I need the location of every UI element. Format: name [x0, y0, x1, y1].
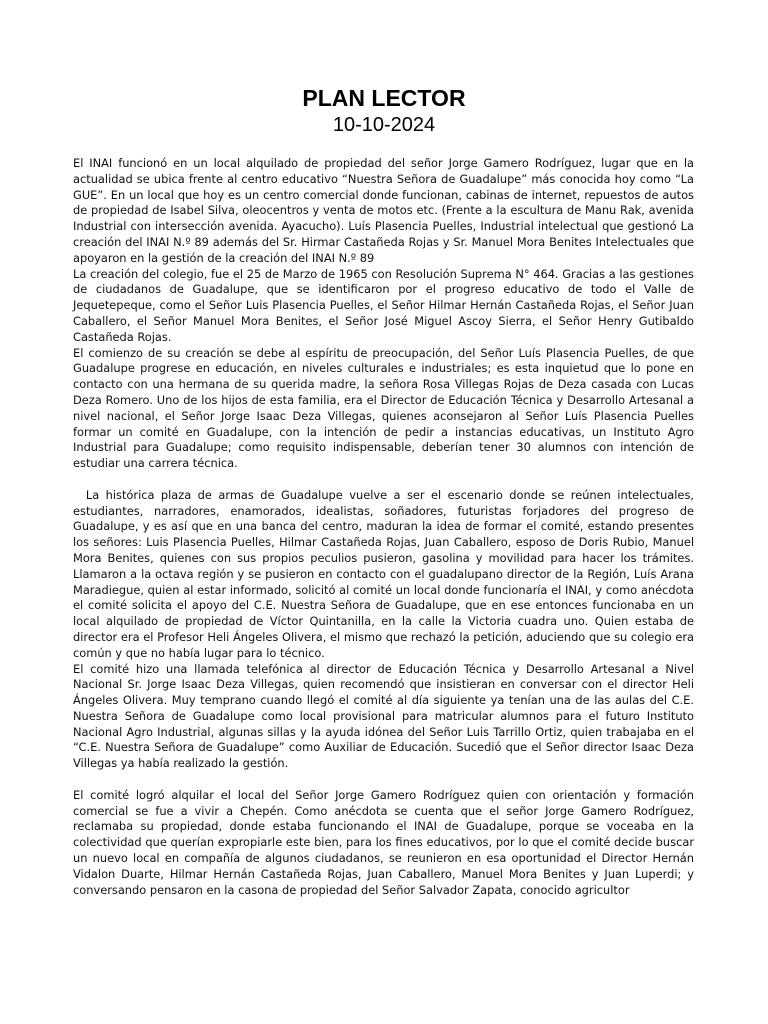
paragraph: El comité logró alquilar el local del Señor Jorge Gamero Rodríguez quien con orientación y formación comercial se fue a vivir a Chepén. Como anécdota se cuenta que el señor Jorge Gamero Rodríguez, reclamaba su propiedad, donde estaba funcionando el INAI de Guadalupe, porque se voceaba en la colectividad que querían expropiarle este bien, para los fines educativos, por lo que el comité decide buscar un nuevo local en compañía de algunos ciudadanos, se reunieron en esa oportunidad el Director Hernán Vidalon Duarte, Hilmar Hernán Castañeda Rojas, Juan Caballero, Manuel Mora Benites y Juan Luperdi; y conversando pensaron en la casona de propiedad del Señor Salvador Zapata, conocido agricultor — [73, 787, 694, 897]
paragraph: El INAI funcionó en un local alquilado de propiedad del señor Jorge Gamero Rodríguez, lugar que en la actualidad se ubica frente al centro educativo “Nuestra Señora de Guadalupe” más conocida hoy como “La GUE”. En un local que hoy es un centro comercial donde funcionan, cabinas de internet, repuestos de autos de propiedad de Isabel Silva, oleocentros y venta de motos etc. (Frente a la escultura de Manu Rak, avenida Industrial con intersección avenida. Ayacucho). Luís Plasencia Puelles, Industrial intelectual que gestionó La creación del INAI N.º 89 además del Sr. Hirmar Castañeda Rojas y Sr. Manuel Mora Benites Intelectuales que apoyaron en la gestión de la creación del INAI N.º 89 — [73, 156, 694, 265]
paragraph: El comienzo de su creación se debe al espíritu de preocupación, del Señor Luís Plasencia Puelles, de que Guadalupe progrese en educación, en niveles culturales e industriales; es esta inquietud que lo pone en contacto con una hermana de su querida madre, la señora Rosa Villegas Rojas de Deza casada con Lucas Deza Romero. Uno de los hijos de esta familia, era el Director de Educación Técnica y Desarrollo Artesanal a nivel nacional, el Señor Jorge Isaac Deza Villegas, quienes aconsejaron al Señor Luís Plasencia Puelles formar un comité en Guadalupe, con la intención de pedir a instancias educativas, un Instituto Agro Industrial para Guadalupe; como requisito indispensable, deberían tener 30 alumnos con intención de estudiar una carrera técnica. — [73, 345, 694, 471]
paragraph: La creación del colegio, fue el 25 de Marzo de 1965 con Resolución Suprema N° 464. Gracias a las gestiones de ciudadanos de Guadalupe, que se identificaron por el progreso educativo de todo el Valle de Jequetepeque, como el Señor Luis Plasencia Puelles, el Señor Hilmar Hernán Castañeda Rojas, el Señor Juan Caballero, el Señor Manuel Mora Benites, el Señor José Miguel Ascoy Sierra, el Señor Henry Gutibaldo Castañeda Rojas. — [73, 266, 694, 344]
document-header — [0, 84, 768, 138]
paragraph: El comité hizo una llamada telefónica al director de Educación Técnica y Desarrollo Artesanal a Nivel Nacional Sr. Jorge Isaac Deza Villegas, quien recomendó que insistieran en conversar con el director Heli Ángeles Olivera. Muy temprano cuando llegó el comité al día siguiente ya tenían una de las aulas del C.E. Nuestra Señora de Guadalupe como local provisional para matricular alumnos para el futuro Instituto Nacional Agro Industrial, algunas sillas y la ayuda idónea del Señor Luis Tarrillo Ortiz, quien trabajaba en el “C.E. Nuestra Señora de Guadalupe” como Auxiliar de Educación. Sucedió que el Señor director Isaac Deza Villegas ya había realizado la gestión. — [73, 661, 694, 771]
document-title: PLAN LECTOR — [302, 85, 466, 111]
document-date: 10-10-2024 — [332, 114, 436, 136]
document-body — [73, 156, 698, 898]
paragraph: La histórica plaza de armas de Guadalupe vuelve a ser el escenario donde se reúnen intelectuales, estudiantes, narradores, enamorados, idealistas, soñadores, futuristas forjadores del progreso de Guadalupe, y es así que en una banca del centro, maduran la idea de formar el comité, estando presentes los señores: Luis Plasencia Puelles, Hilmar Castañeda Rojas, Juan Caballero, esposo de Doris Rubio, Manuel Mora Benites, quienes con sus propios peculios pusieron, gasolina y movilidad para hacer los trámites. Llamaron a la octava región y se pusieron en contacto con el guadalupano director de la Región, Luís Arana Maradiegue, quien al estar informado, solicitó al comité un local donde funcionaría el INAI, y como anécdota el comité solicita el apoyo del C.E. Nuestra Señora de Guadalupe, que en ese entonces funcionaba en un local alquilado de propiedad de Víctor Quintanilla, en la calle la Victoria cuadra uno. Quien estaba de director era el Profesor Heli Ángeles Olivera, el mismo que rechazó la petición, aduciendo que su colegio era común y que no había lugar para lo técnico. — [73, 487, 698, 660]
